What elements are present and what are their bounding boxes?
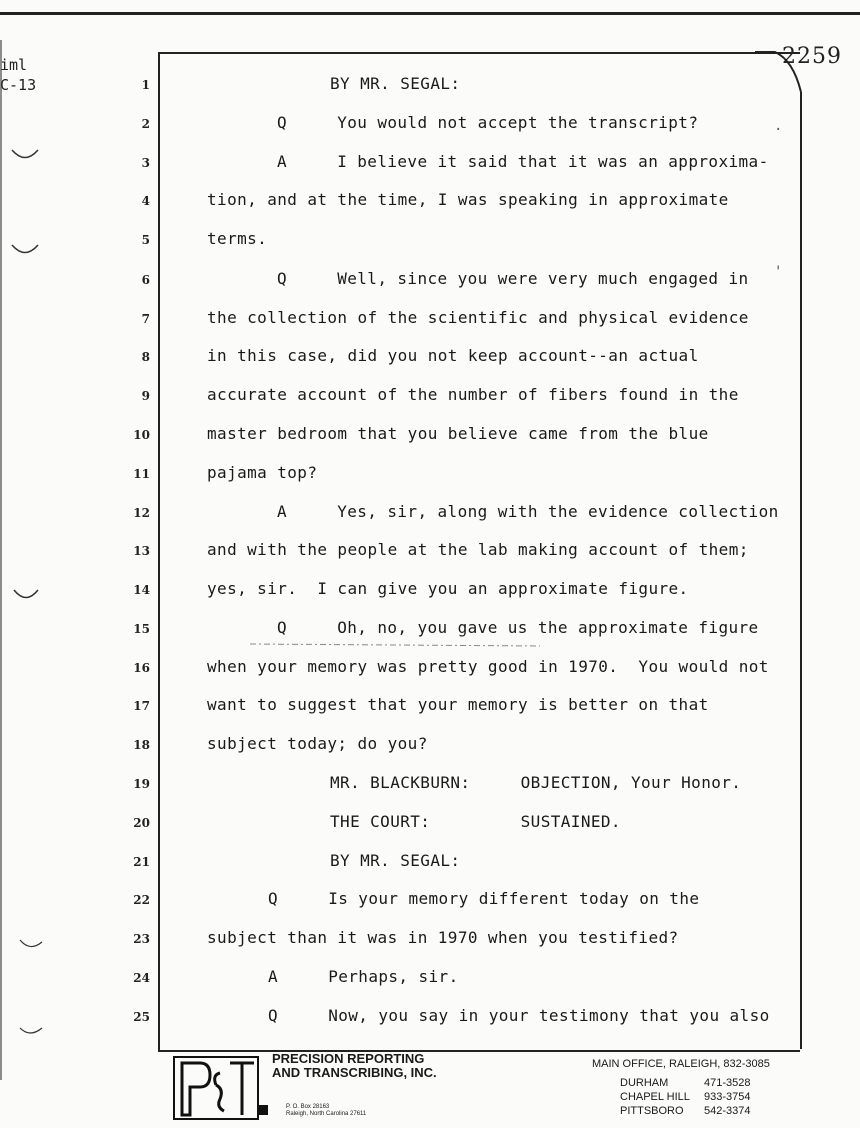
line-number: 5 — [141, 233, 150, 247]
transcript-line: want to suggest that your memory is better on that — [207, 695, 709, 714]
transcript-line: subject than it was in 1970 when you testified? — [207, 928, 679, 947]
top-rule — [0, 12, 860, 15]
line-number: 15 — [133, 622, 150, 636]
transcript-line: MR. BLACKBURN: OBJECTION, Your Honor. — [330, 773, 742, 792]
line-number: 6 — [141, 273, 150, 287]
transcript-line: Q Now, you say in your testimony that you also — [268, 1006, 770, 1025]
line-number: 17 — [133, 699, 150, 713]
transcript-line: THE COURT: SUSTAINED. — [330, 812, 621, 831]
transcript-line: A Perhaps, sir. — [268, 967, 459, 986]
transcript-line: and with the people at the lab making account of them; — [207, 540, 749, 559]
transcript-frame-right — [800, 92, 802, 1049]
firm-name — [272, 1052, 437, 1080]
office-city: PITTSBORO — [620, 1105, 684, 1117]
line-number: 25 — [133, 1010, 150, 1024]
main-office: MAIN OFFICE, RALEIGH, 832-3085 — [592, 1058, 770, 1070]
transcript-line: A I believe it said that it was an approxima- — [277, 152, 769, 171]
line-number: 13 — [133, 544, 150, 558]
scan-artifact-line — [250, 640, 550, 650]
binder-hole-marks — [0, 120, 50, 1040]
pt-logo — [172, 1055, 270, 1121]
firm-address — [286, 1104, 366, 1118]
line-number: 14 — [133, 583, 150, 597]
line-number: 18 — [133, 738, 150, 752]
transcript-line: in this case, did you not keep account--an actual — [207, 346, 699, 365]
line-number: 12 — [133, 506, 150, 520]
transcript-line: Q Well, since you were very much engaged in — [277, 269, 749, 288]
line-number: 24 — [133, 971, 150, 985]
transcript-line: BY MR. SEGAL: — [330, 74, 461, 93]
stray-mark: · — [774, 122, 783, 138]
line-number: 4 — [141, 194, 150, 208]
transcript-line: yes, sir. I can give you an approximate figure. — [207, 579, 689, 598]
firm-name-line2: AND TRANSCRIBING, INC. — [272, 1065, 437, 1080]
office-city: DURHAM — [620, 1077, 669, 1089]
line-number: 23 — [133, 932, 150, 946]
line-number: 3 — [141, 156, 150, 170]
line-number: 22 — [133, 893, 150, 907]
stray-mark: ' — [774, 264, 783, 280]
transcript-line: Q Oh, no, you gave us the approximate figure — [277, 618, 759, 637]
line-number: 7 — [141, 312, 150, 326]
line-number: 8 — [141, 350, 150, 364]
line-number: 10 — [133, 428, 150, 442]
line-number: 2 — [141, 117, 150, 131]
transcript-line: when your memory was pretty good in 1970. You would not — [207, 657, 769, 676]
po-city: Raleigh, North Carolina 27611 — [286, 1111, 367, 1117]
line-number: 11 — [133, 467, 150, 481]
margin-note-exhibit: C-13 — [0, 76, 37, 94]
transcript-line: accurate account of the number of fibers found in the — [207, 385, 739, 404]
transcript-line: Q Is your memory different today on the — [268, 889, 700, 908]
transcript-line: terms. — [207, 229, 268, 248]
margin-note-initials: iml — [0, 56, 28, 74]
office-phone: 542-3374 — [704, 1105, 751, 1117]
office-phone: 471-3528 — [704, 1077, 751, 1089]
transcript-line: subject today; do you? — [207, 734, 428, 753]
line-number: 16 — [133, 661, 150, 675]
line-number: 1 — [141, 78, 150, 92]
transcript-line: Q You would not accept the transcript? — [277, 113, 699, 132]
transcript-line: A Yes, sir, along with the evidence collection — [277, 502, 779, 521]
line-number: 19 — [133, 777, 150, 791]
line-number: 21 — [133, 855, 150, 869]
line-number: 20 — [133, 816, 150, 830]
office-city: CHAPEL HILL — [620, 1091, 690, 1103]
po-box: P. O. Box 28163 — [286, 1104, 330, 1110]
transcript-line: pajama top? — [207, 463, 318, 482]
office-phone: 933-3754 — [704, 1091, 751, 1103]
transcript-line: the collection of the scientific and physical evidence — [207, 308, 749, 327]
transcript-line: tion, and at the time, I was speaking in approximate — [207, 190, 729, 209]
firm-name-line1: PRECISION REPORTING — [272, 1051, 425, 1066]
transcript-line: BY MR. SEGAL: — [330, 851, 461, 870]
transcript-line: master bedroom that you believe came from the blue — [207, 424, 709, 443]
page-number: 2259 — [782, 44, 842, 69]
line-number: 9 — [141, 389, 150, 403]
